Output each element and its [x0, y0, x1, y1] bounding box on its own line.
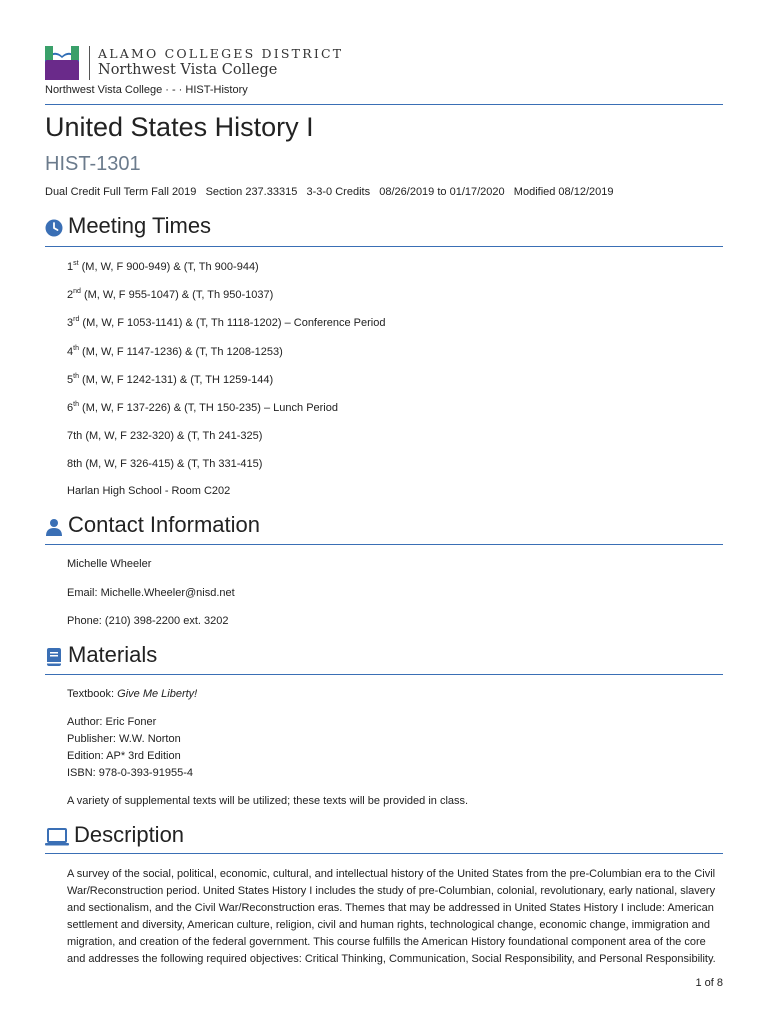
edition-line: Edition: AP* 3rd Edition [67, 750, 181, 762]
meeting-times-divider [45, 246, 723, 247]
description-heading [45, 822, 184, 848]
period-line: 3rd (M, W, F 1053-1141) & (T, Th 1118-1202) – Conference Period [67, 316, 386, 329]
header-divider [45, 104, 723, 105]
college-logo-mark-icon [45, 46, 79, 80]
breadcrumb[interactable]: Northwest Vista College · - · HIST-History [45, 84, 248, 96]
logo-district-name: ALAMO COLLEGES DISTRICT [98, 46, 344, 61]
contact-email[interactable]: Email: Michelle.Wheeler@nisd.net [67, 587, 235, 599]
clock-icon [45, 217, 63, 235]
materials-title: Materials [68, 642, 158, 667]
period-line: 5th (M, W, F 1242-131) & (T, TH 1259-144) [67, 373, 274, 386]
period-line: 4th (M, W, F 1147-1236) & (T, Th 1208-1253) [67, 345, 283, 358]
textbook-title: Give Me Liberty! [117, 688, 198, 700]
contact-title: Contact Information [68, 512, 260, 537]
laptop-icon [45, 826, 69, 844]
college-logo [45, 45, 343, 81]
page-number: 1 of 8 [695, 977, 723, 989]
period-line: 6th (M, W, F 137-226) & (T, TH 150-235) – Lunch Period [67, 401, 338, 414]
meeting-times-title: Meeting Times [68, 213, 212, 238]
logo-divider [89, 46, 90, 80]
period-line: 8th (M, W, F 326-415) & (T, Th 331-415) [67, 458, 263, 470]
meeting-times-heading [45, 213, 211, 239]
period-line: 1st (M, W, F 900-949) & (T, Th 900-944) [67, 260, 259, 273]
contact-divider [45, 544, 723, 545]
room-line: Harlan High School - Room C202 [67, 485, 231, 497]
description-text: A survey of the social, political, economic, cultural, and intellectual history of the United States from the pre-Columbian era to the Civil War/Reconstruction period. United States History I includes the study of pre-Columbian, colonial, revolutionary, early national, slavery and sectionalism, and the Civil War/Reconstruction eras. Themes that may be addressed in United States History I include: American settlement and diversity, American culture, religion, civil and human rights, technological change, economic change, immigration and migration, and creation of the federal government. This course fulfills the American History foundational component area of the core and addresses the following required objectives: Critical Thinking, Communication, Social Responsibility, and Personal Responsibility. [67, 868, 716, 965]
page-title: United States History I [45, 112, 314, 142]
course-meta: Dual Credit Full Term Fall 2019 Section 237.33315 3-3-0 Credits 08/26/2019 to 01/17/2020 Modified 08/12/2019 [45, 186, 614, 198]
logo-college-name: Northwest Vista College [98, 62, 278, 78]
author-line: Author: Eric Foner [67, 716, 157, 728]
contact-phone: Phone: (210) 398-2200 ext. 3202 [67, 615, 229, 627]
materials-divider [45, 674, 723, 675]
description-divider [45, 853, 723, 854]
period-line: 2nd (M, W, F 955-1047) & (T, Th 950-1037) [67, 288, 274, 301]
person-icon [45, 516, 63, 534]
textbook-line: Textbook: Give Me Liberty! [67, 688, 198, 700]
description-title: Description [74, 822, 185, 847]
supplemental-note: A variety of supplemental texts will be utilized; these texts will be provided in class. [67, 795, 469, 807]
book-icon [45, 646, 63, 664]
publisher-line: Publisher: W.W. Norton [67, 733, 181, 745]
isbn-line: ISBN: 978-0-393-91955-4 [67, 767, 193, 779]
period-line: 7th (M, W, F 232-320) & (T, Th 241-325) [67, 430, 263, 442]
contact-heading [45, 512, 260, 538]
course-code: HIST-1301 [45, 153, 141, 175]
contact-name: Michelle Wheeler [67, 558, 152, 570]
materials-heading [45, 642, 157, 668]
logo-text [98, 47, 343, 79]
